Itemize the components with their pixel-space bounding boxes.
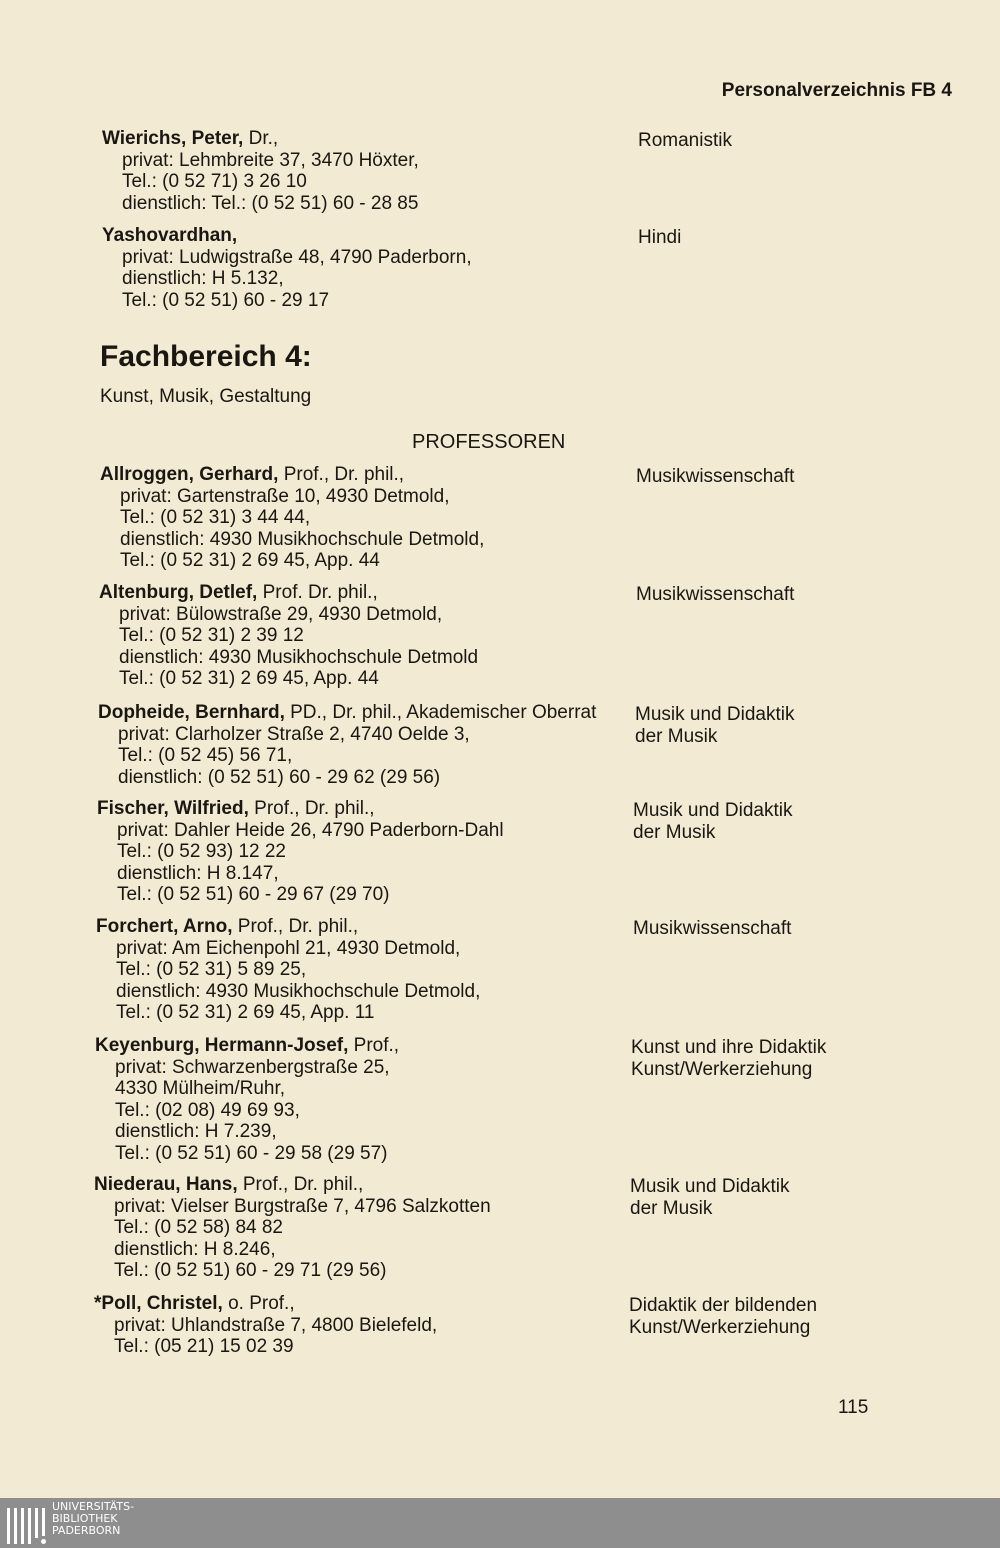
subject-line: der Musik xyxy=(630,1197,713,1219)
person-title: Prof. Dr. phil., xyxy=(257,582,378,603)
person-name: Dopheide, Bernhard, xyxy=(98,702,285,723)
entry-line: Tel.: (0 52 31) 5 89 25, xyxy=(116,959,307,980)
entry-line: dienstlich: H 8.147, xyxy=(117,862,279,884)
subject-line: Musik und Didaktik xyxy=(633,800,793,821)
subject-line: Musikwissenschaft xyxy=(636,584,795,605)
entry-line: Tel.: (0 52 31) 2 69 45, App. 44 xyxy=(119,668,379,689)
entry-line: privat: Clarholzer Straße 2, 4740 Oelde 3, xyxy=(118,723,470,745)
person-name: Niederau, Hans, xyxy=(94,1174,238,1195)
subject-line: der Musik xyxy=(633,821,716,843)
entry-line: Tel.: (02 08) 49 69 93, xyxy=(115,1099,300,1121)
entry-line: Tel.: (0 52 31) 3 44 44, xyxy=(120,507,311,528)
subject-line: Musik und Didaktik xyxy=(635,704,795,725)
entry-line: Tel.: (0 52 58) 84 82 xyxy=(114,1217,283,1238)
entry-line: dienstlich: (0 52 51) 60 - 29 62 (29 56) xyxy=(118,766,441,788)
entry-line: dienstlich: H 7.239, xyxy=(115,1121,277,1142)
subject-line: Romanistik xyxy=(638,130,732,151)
library-logo-icon xyxy=(6,1502,48,1546)
entry-line: privat: Schwarzenbergstraße 25, xyxy=(115,1056,390,1078)
entry-line: dienstlich: 4930 Musikhochschule Detmold xyxy=(119,646,479,668)
person-name: Fischer, Wilfried, xyxy=(97,798,249,819)
subject-line: Hindi xyxy=(638,227,682,248)
entry-line: Tel.: (0 52 51) 60 - 29 71 (29 56) xyxy=(114,1260,387,1281)
section-subtitle: Kunst, Musik, Gestaltung xyxy=(100,386,312,407)
subject-line: Kunst/Werkerziehung xyxy=(631,1058,813,1080)
person-name: Altenburg, Detlef, xyxy=(99,582,258,603)
person-name: Yashovardhan, xyxy=(102,225,238,246)
person-title: Prof., xyxy=(348,1035,400,1056)
entry-line: Tel.: (0 52 31) 2 39 12 xyxy=(119,625,304,646)
page-number: 115 xyxy=(838,1397,869,1418)
entry-line: Tel.: (0 52 51) 60 - 29 67 (29 70) xyxy=(117,884,390,905)
subject-line: Didaktik der bildenden xyxy=(629,1295,818,1316)
subject-line: Musik und Didaktik xyxy=(630,1176,790,1197)
person-title: Prof., Dr. phil., xyxy=(248,798,375,819)
entry-line: Tel.: (0 52 31) 2 69 45, App. 11 xyxy=(116,1002,375,1023)
entry-line: privat: Ludwigstraße 48, 4790 Paderborn, xyxy=(122,246,472,268)
entry-line: Tel.: (0 52 51) 60 - 29 58 (29 57) xyxy=(115,1142,388,1164)
person-name: Forchert, Arno, xyxy=(96,916,233,937)
entry-line: dienstlich: H 8.246, xyxy=(114,1238,276,1260)
entry-line: dienstlich: 4930 Musikhochschule Detmold, xyxy=(116,980,481,1002)
entry-line: Tel.: (05 21) 15 02 39 xyxy=(114,1336,294,1357)
person-title: o. Prof., xyxy=(222,1293,295,1314)
running-header: Personalverzeichnis FB 4 xyxy=(721,80,952,101)
person-title: Prof., Dr. phil., xyxy=(232,916,359,937)
footer-bar xyxy=(0,1498,1000,1548)
library-name xyxy=(52,1501,134,1537)
person-name: *Poll, Christel, xyxy=(94,1293,223,1314)
entry-line: dienstlich: 4930 Musikhochschule Detmold, xyxy=(120,528,485,550)
person-name: Keyenburg, Hermann-Josef, xyxy=(95,1035,349,1056)
person-title: Dr., xyxy=(243,128,279,149)
group-heading: PROFESSOREN xyxy=(412,431,566,453)
entry-line: privat: Bülowstraße 29, 4930 Detmold, xyxy=(119,603,443,625)
subject-line: Musikwissenschaft xyxy=(633,918,792,939)
section-title: Fachbereich 4: xyxy=(100,340,312,373)
person-name: Wierichs, Peter, xyxy=(102,128,244,149)
library-name-line: BIBLIOTHEK xyxy=(52,1512,118,1525)
entry-line: Tel.: (0 52 71) 3 26 10 xyxy=(122,171,307,192)
subject-line: Kunst/Werkerziehung xyxy=(629,1316,811,1338)
person-name: Allroggen, Gerhard, xyxy=(100,464,279,485)
library-name-line: PADERBORN xyxy=(52,1524,121,1537)
entry-line: Tel.: (0 52 31) 2 69 45, App. 44 xyxy=(120,550,380,571)
entry-line: dienstlich: H 5.132, xyxy=(122,268,284,289)
subject-line: Kunst und ihre Didaktik xyxy=(631,1037,827,1058)
entry-line: 4330 Mülheim/Ruhr, xyxy=(115,1078,286,1099)
entry-line: Tel.: (0 52 45) 56 71, xyxy=(118,745,293,766)
entry-line: dienstlich: Tel.: (0 52 51) 60 - 28 85 xyxy=(122,192,419,214)
subject-line: der Musik xyxy=(635,725,718,747)
person-title: Prof., Dr. phil., xyxy=(278,464,405,485)
entry-line: privat: Vielser Burgstraße 7, 4796 Salzkotten xyxy=(114,1195,491,1217)
subject-line: Musikwissenschaft xyxy=(636,466,795,487)
entry-line: privat: Am Eichenpohl 21, 4930 Detmold, xyxy=(116,937,461,959)
person-title: PD., Dr. phil., Akademischer Oberrat xyxy=(284,702,597,723)
person-title: Prof., Dr. phil., xyxy=(237,1174,364,1195)
entry-line: Tel.: (0 52 51) 60 - 29 17 xyxy=(122,289,330,311)
library-name-line: UNIVERSITÄTS- xyxy=(52,1500,135,1513)
entry-line: privat: Lehmbreite 37, 3470 Höxter, xyxy=(122,149,419,171)
entry-line: privat: Gartenstraße 10, 4930 Detmold, xyxy=(120,485,450,507)
entry-line: privat: Uhlandstraße 7, 4800 Bielefeld, xyxy=(114,1314,438,1336)
entry-line: privat: Dahler Heide 26, 4790 Paderborn-Dahl xyxy=(117,819,504,841)
entry-line: Tel.: (0 52 93) 12 22 xyxy=(117,841,286,862)
